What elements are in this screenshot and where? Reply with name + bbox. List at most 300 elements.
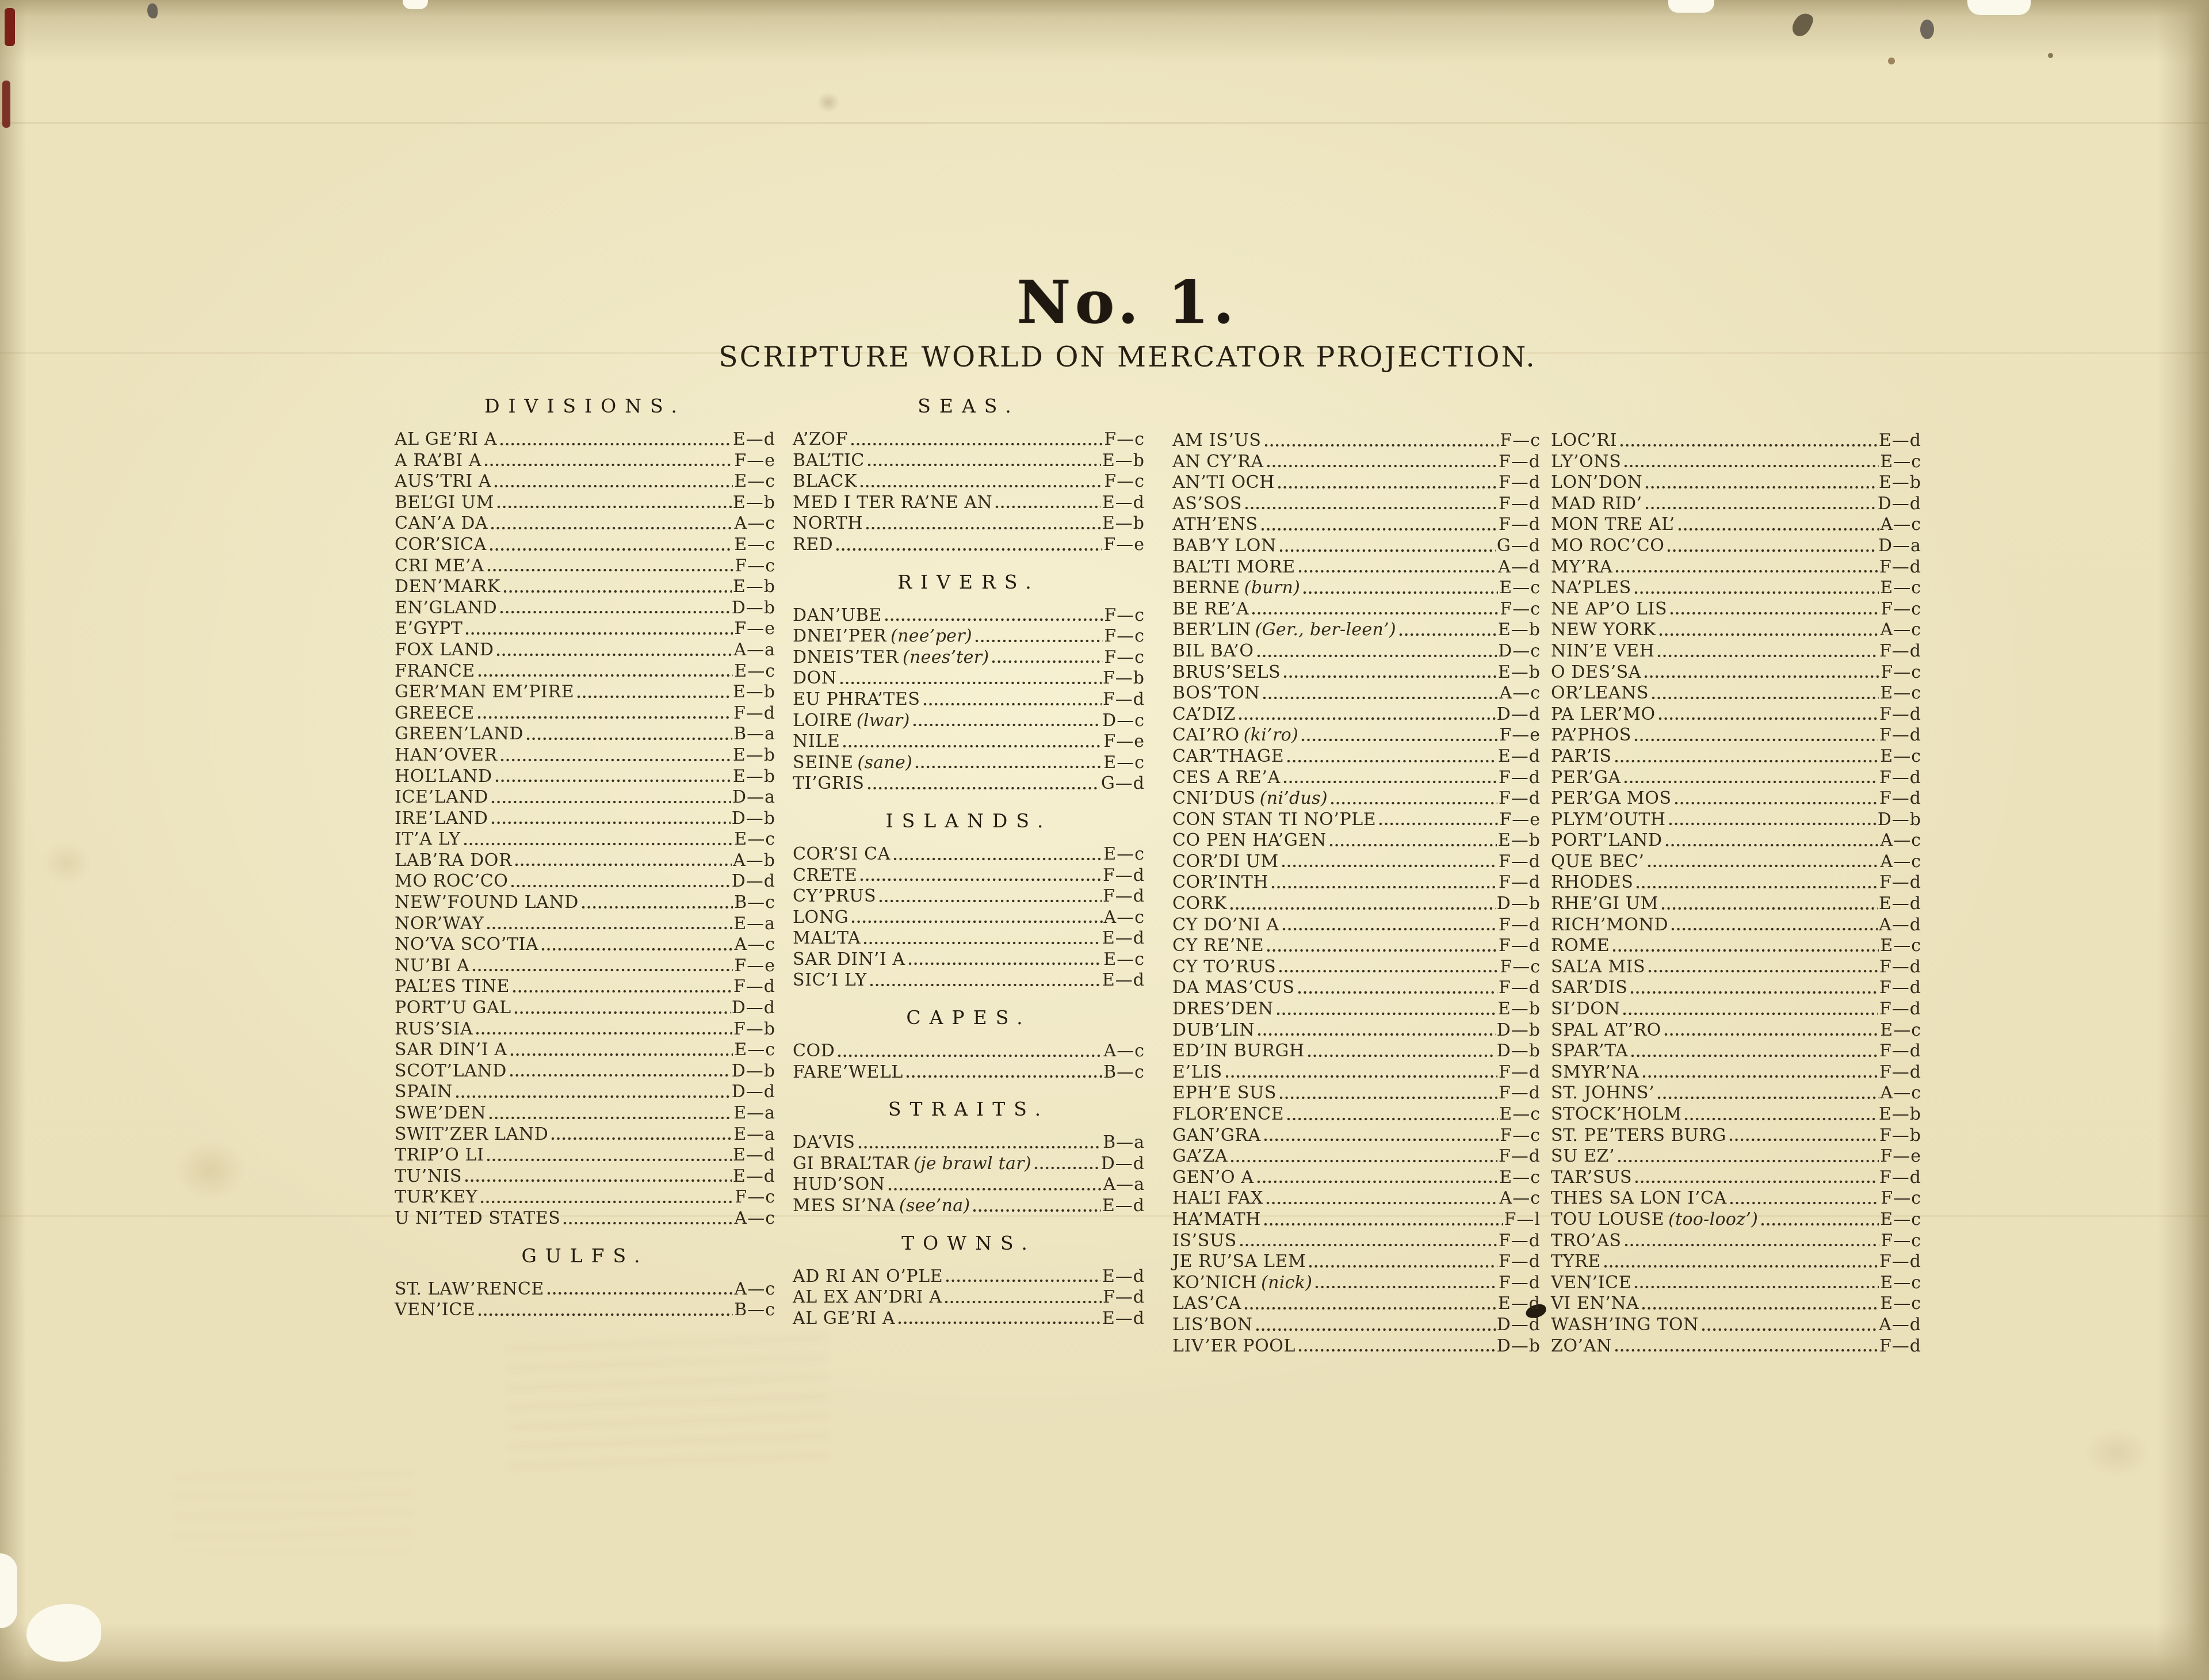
- leader-dots: [923, 702, 1102, 706]
- entry-map-ref: E—b: [1878, 472, 1921, 493]
- leader-dots: [915, 765, 1102, 769]
- entry-name: RICH’MOND: [1551, 914, 1669, 935]
- leader-dots: [472, 968, 733, 972]
- entry-map-ref: F—c: [735, 1187, 775, 1208]
- entry-map-ref: F—c: [1104, 605, 1145, 625]
- entry-map-ref: E—b: [1497, 662, 1541, 682]
- entry-name: PA’PHOS: [1551, 725, 1631, 746]
- entry-name: DNEI’PER: [793, 626, 887, 647]
- index-entry: [1172, 1146, 1541, 1167]
- leader-dots: [912, 723, 1102, 727]
- entry-name: BRUS’SELS: [1172, 662, 1281, 682]
- entry-name: CON STAN TI NO’PLE: [1172, 809, 1377, 830]
- entry-name: NEW YORK: [1551, 620, 1656, 640]
- entry-name: VEN’ICE: [395, 1300, 476, 1320]
- index-entry: [395, 513, 775, 534]
- torn-corner-blob: [26, 1604, 101, 1662]
- entry-map-ref: F—d: [1102, 1287, 1145, 1308]
- index-entry: [395, 1103, 775, 1124]
- entry-map-ref: D—b: [731, 808, 775, 828]
- entry-name: VI EN’NA: [1551, 1293, 1639, 1314]
- paper-stain: [173, 1139, 247, 1202]
- entry-name: NEW’FOUND LAND: [395, 892, 579, 913]
- index-entry: [1551, 1231, 1921, 1252]
- index-entry: [1551, 978, 1921, 999]
- leader-dots: [905, 1075, 1102, 1078]
- entry-name: HAL’I FAX: [1172, 1188, 1264, 1209]
- section-heading: ISLANDS.: [885, 809, 1052, 832]
- entry-name: SAR DIN’I A: [793, 949, 905, 969]
- entry-map-ref: F—c: [1500, 598, 1541, 619]
- leader-dots: [945, 1279, 1101, 1282]
- paper-stain: [2082, 1427, 2151, 1479]
- leader-dots: [477, 674, 733, 677]
- entry-map-ref: A—a: [1103, 1174, 1145, 1195]
- entry-name: PLYM’OUTH: [1551, 809, 1666, 830]
- index-entry: [793, 949, 1145, 971]
- entry-map-ref: E—a: [733, 913, 775, 934]
- leader-dots: [1760, 1223, 1879, 1226]
- index-entry: [1172, 936, 1541, 957]
- leader-dots: [496, 653, 732, 656]
- entry-name: CES A RE’A: [1172, 767, 1281, 788]
- index-entry: [1551, 1167, 1921, 1189]
- leader-dots: [477, 1313, 733, 1316]
- entry-name: NA’PLES: [1551, 578, 1631, 598]
- entry-name: RHE’GI UM: [1551, 894, 1658, 914]
- index-entry: [395, 1124, 775, 1146]
- index-entry: [1551, 1251, 1921, 1273]
- index-entry: [1551, 1041, 1921, 1062]
- entry-name: RED: [793, 534, 834, 555]
- leader-dots: [1701, 1328, 1878, 1331]
- entry-name: NIN’E VEH: [1551, 640, 1655, 661]
- entry-name: SAR DIN’I A: [395, 1040, 507, 1060]
- entry-map-ref: E—b: [1497, 620, 1541, 640]
- leader-dots: [1263, 1223, 1503, 1226]
- brown-dot: [2048, 53, 2053, 58]
- index-entry: [395, 808, 775, 830]
- index-entry: [793, 1196, 1145, 1217]
- index-entry: [1172, 1104, 1541, 1125]
- leader-dots: [465, 632, 733, 635]
- entry-map-ref: D—b: [731, 1060, 775, 1081]
- index-entry: [1172, 641, 1541, 662]
- entry-map-ref: E—d: [732, 1145, 775, 1166]
- leader-dots: [858, 1146, 1102, 1149]
- leader-dots: [491, 800, 731, 804]
- bleed-through-ghost: [172, 1471, 415, 1555]
- entry-map-ref: D—b: [1877, 809, 1921, 830]
- index-entry: [1551, 915, 1921, 936]
- entry-map-ref: F—e: [1499, 809, 1541, 830]
- leader-dots: [1729, 1138, 1878, 1141]
- entry-map-ref: F—e: [1103, 731, 1145, 752]
- index-entry: [395, 1019, 775, 1040]
- section-heading: CAPES.: [906, 1006, 1031, 1029]
- entry-map-ref: F—d: [1498, 872, 1541, 893]
- entry-map-ref: E—c: [1103, 949, 1145, 969]
- entry-name: TUR’KEY: [395, 1187, 478, 1208]
- index-entry: [1172, 872, 1541, 894]
- leader-dots: [495, 779, 732, 782]
- leader-dots: [1277, 486, 1497, 489]
- index-entry: [1551, 1125, 1921, 1147]
- entry-map-ref: G—d: [1496, 535, 1541, 556]
- index-entry: [793, 865, 1145, 887]
- entry-name: BE RE’A: [1172, 598, 1249, 619]
- entry-map-ref: F—d: [1102, 886, 1145, 907]
- entry-name: BER’LIN: [1172, 620, 1251, 640]
- index-entry: [1172, 1125, 1541, 1147]
- leader-dots: [1641, 1307, 1879, 1310]
- section-heading: GULFS.: [521, 1244, 649, 1267]
- entry-name: TRIP’O LI: [395, 1145, 484, 1166]
- entry-map-ref: A—b: [733, 850, 775, 870]
- index-entry: [1172, 1041, 1541, 1062]
- index-entry: [793, 626, 1145, 647]
- entry-map-ref: E—c: [1880, 1209, 1921, 1230]
- entry-name: A RA’BI A: [395, 450, 482, 471]
- entry-map-ref: F—c: [1104, 626, 1145, 647]
- index-entry: [395, 829, 775, 850]
- section-heading: DIVISIONS.: [484, 395, 686, 417]
- entry-pronunciation: (burn): [1244, 578, 1301, 598]
- entry-map-ref: E—d: [732, 1166, 775, 1186]
- index-entry: [395, 787, 775, 808]
- leader-dots: [1623, 464, 1879, 468]
- entry-name: E’GYPT: [395, 618, 463, 639]
- entry-map-ref: F—d: [1498, 1272, 1541, 1293]
- entry-pronunciation: (lwar): [856, 710, 910, 731]
- entry-name: BLACK: [793, 471, 857, 492]
- entry-name: LY’ONS: [1551, 451, 1622, 472]
- entry-name: BAL’TI MORE: [1172, 556, 1295, 577]
- entry-name: ST. PE’TERS BURG: [1551, 1125, 1726, 1146]
- index-entry: [1551, 1293, 1921, 1315]
- leader-dots: [1674, 801, 1878, 805]
- entry-name: ICE’LAND: [395, 787, 488, 808]
- entry-map-ref: E—c: [1880, 1020, 1921, 1040]
- entry-map-ref: F—d: [1498, 914, 1541, 935]
- index-entry: [1551, 894, 1921, 915]
- index-entry: [1172, 830, 1541, 852]
- entry-name: AM IS’US: [1172, 430, 1262, 450]
- entry-name: NO’VA SCO’TIA: [395, 934, 539, 955]
- entry-name: SWIT’ZER LAND: [395, 1124, 549, 1144]
- entry-map-ref: F—b: [733, 1018, 775, 1039]
- leader-dots: [1278, 969, 1499, 973]
- entry-name: DEN’MARK: [395, 576, 500, 597]
- index-entry: [1172, 1273, 1541, 1294]
- index-entry: [1172, 683, 1541, 704]
- index-entry: [395, 450, 775, 472]
- leader-dots: [1329, 843, 1497, 847]
- leader-dots: [514, 863, 732, 866]
- entry-map-ref: E—c: [1103, 752, 1145, 773]
- entry-map-ref: D—b: [1496, 1020, 1541, 1040]
- entry-name: ST. LAW’RENCE: [395, 1278, 544, 1299]
- entry-map-ref: G—d: [1100, 773, 1145, 794]
- leader-dots: [1617, 1159, 1879, 1163]
- entry-map-ref: F—d: [1498, 514, 1541, 535]
- leader-dots: [1624, 1243, 1880, 1247]
- index-entry: [793, 1154, 1145, 1175]
- index-entry: [1172, 599, 1541, 620]
- index-entry: [1172, 704, 1541, 726]
- index-column-2: [793, 395, 1145, 1329]
- entry-name: BAB’Y LON: [1172, 535, 1277, 556]
- entry-map-ref: A—c: [734, 934, 775, 955]
- entry-name: HOL’LAND: [395, 766, 492, 786]
- leader-dots: [510, 1053, 733, 1056]
- entry-name: LON’DON: [1551, 472, 1643, 493]
- leader-dots: [512, 990, 732, 993]
- entry-map-ref: D—d: [1496, 704, 1541, 724]
- index-entry: [1551, 1273, 1921, 1294]
- leader-dots: [1615, 570, 1878, 573]
- index-entry: [1551, 662, 1921, 684]
- entry-map-ref: D—d: [731, 1082, 775, 1102]
- index-entry: [395, 956, 775, 977]
- leader-dots: [867, 786, 1100, 790]
- index-entry: [1551, 768, 1921, 789]
- entry-map-ref: E—c: [1880, 578, 1921, 598]
- index-entry: [395, 618, 775, 640]
- index-entry: [1172, 514, 1541, 536]
- index-entry: [793, 534, 1145, 556]
- leader-dots: [1684, 1117, 1877, 1121]
- entry-map-ref: F—d: [1498, 472, 1541, 493]
- leader-dots: [1276, 1012, 1497, 1015]
- entry-name: FOX LAND: [395, 639, 494, 660]
- leader-dots: [850, 442, 1103, 446]
- index-entry: [1172, 578, 1541, 599]
- entry-map-ref: F—e: [734, 450, 775, 471]
- index-entry: [1172, 1083, 1541, 1104]
- entry-map-ref: A—d: [1498, 556, 1541, 577]
- entry-name: EU PHRA’TES: [793, 689, 920, 709]
- index-entry: [793, 1041, 1145, 1062]
- entry-map-ref: F—c: [1104, 647, 1145, 667]
- torn-edge-notch: [1967, 0, 2031, 15]
- leader-dots: [1668, 822, 1876, 826]
- index-entry: [1551, 957, 1921, 978]
- entry-map-ref: E—d: [1102, 1308, 1145, 1328]
- entry-map-ref: E—b: [1497, 999, 1541, 1020]
- entry-pronunciation: (see’na): [899, 1196, 970, 1216]
- index-entry: [1172, 746, 1541, 768]
- entry-map-ref: E—c: [1880, 1293, 1921, 1314]
- index-entry: [1172, 788, 1541, 810]
- leader-dots: [1647, 864, 1879, 868]
- entry-name: COR’SI CA: [793, 843, 891, 864]
- entry-name: COD: [793, 1041, 835, 1062]
- leader-dots: [974, 639, 1103, 643]
- entry-name: PORT’U GAL: [395, 998, 511, 1018]
- leader-dots: [1298, 570, 1497, 573]
- index-entry: [1551, 1336, 1921, 1357]
- leader-dots: [897, 1321, 1101, 1324]
- entry-name: HAN’OVER: [395, 744, 498, 765]
- index-entry: [1551, 999, 1921, 1020]
- index-entry: [395, 661, 775, 682]
- entry-name: AUS’TRI A: [395, 471, 492, 492]
- entry-name: NU’BI A: [395, 955, 470, 976]
- index-entry: [1172, 768, 1541, 789]
- entry-name: MAD RID’: [1551, 493, 1642, 514]
- entry-map-ref: F—d: [1879, 1251, 1921, 1272]
- entry-name: BIL BA’O: [1172, 640, 1254, 661]
- entry-map-ref: F—e: [1499, 725, 1541, 746]
- section-heading: RIVERS.: [897, 570, 1040, 593]
- leader-dots: [1286, 759, 1497, 763]
- index-entry: [1172, 978, 1541, 999]
- leader-dots: [1648, 969, 1878, 973]
- entry-name: GI BRAL’TAR: [793, 1153, 910, 1174]
- entry-map-ref: D—b: [1496, 1041, 1541, 1062]
- leader-dots: [995, 505, 1100, 509]
- leader-dots: [1281, 864, 1497, 868]
- leader-dots: [1283, 675, 1497, 678]
- index-entry: [1551, 1209, 1921, 1231]
- index-entry: [1551, 1315, 1921, 1336]
- index-entry: [1172, 1188, 1541, 1209]
- entry-name: GREEN’LAND: [395, 724, 524, 744]
- index-entry: [1551, 641, 1921, 662]
- entry-map-ref: F—b: [1879, 1125, 1921, 1146]
- leader-dots: [487, 568, 734, 572]
- index-entry: [395, 682, 775, 703]
- leader-dots: [1262, 696, 1498, 700]
- entry-name: TU’NIS: [395, 1166, 463, 1186]
- entry-name: IS’SUS: [1172, 1230, 1237, 1251]
- entry-map-ref: E—c: [1880, 1272, 1921, 1293]
- leader-dots: [908, 962, 1103, 965]
- scan-edge-top: [0, 0, 2209, 63]
- leader-dots: [514, 1011, 731, 1014]
- entry-name: OR’LEANS: [1551, 683, 1649, 704]
- leader-dots: [1256, 1180, 1499, 1183]
- leader-dots: [1634, 591, 1879, 594]
- entry-name: MED I TER RA’NE AN: [793, 492, 993, 513]
- entry-map-ref: E—c: [1880, 746, 1921, 766]
- entry-map-ref: E—b: [1497, 830, 1541, 851]
- entry-name: NILE: [793, 731, 840, 752]
- index-entry: [1551, 830, 1921, 852]
- entry-name: CAR’THAGE: [1172, 746, 1285, 766]
- plate-number-title: No. 1.: [1016, 268, 1239, 337]
- index-entry: [1551, 872, 1921, 894]
- leader-dots: [1260, 528, 1497, 531]
- index-entry: [1551, 430, 1921, 452]
- index-entry: [793, 731, 1145, 753]
- leader-dots: [1658, 633, 1879, 636]
- torn-edge-notch: [0, 1553, 17, 1628]
- paper-stain: [40, 840, 92, 886]
- entry-name: PAR’IS: [1551, 746, 1612, 766]
- leader-dots: [475, 1032, 732, 1035]
- leader-dots: [463, 842, 733, 846]
- index-entry: [793, 773, 1145, 795]
- entry-map-ref: F—d: [1879, 640, 1921, 661]
- entry-name: CORK: [1172, 894, 1227, 914]
- leader-dots: [1614, 1349, 1878, 1352]
- entry-name: NORTH: [793, 513, 863, 534]
- entry-map-ref: E—d: [1102, 1196, 1145, 1216]
- leader-dots: [581, 906, 733, 909]
- leader-dots: [1279, 549, 1496, 552]
- entry-map-ref: E—b: [1102, 450, 1145, 471]
- entry-map-ref: F—d: [1498, 788, 1541, 809]
- index-entry: [1551, 472, 1921, 494]
- leader-dots: [563, 1221, 733, 1225]
- entry-name: LIV’ER POOL: [1172, 1335, 1295, 1356]
- index-entry: [395, 429, 775, 450]
- entry-map-ref: F—d: [1102, 865, 1145, 885]
- entry-name: ST. JOHNS’: [1551, 1083, 1655, 1104]
- index-entry: [1172, 1231, 1541, 1252]
- entry-name: ROME: [1551, 936, 1610, 956]
- entry-name: CY TO’RUS: [1172, 956, 1277, 977]
- leader-dots: [1651, 696, 1879, 700]
- entry-name: LIS’BON: [1172, 1314, 1253, 1335]
- entry-map-ref: F—d: [1879, 999, 1921, 1020]
- index-entry: [1551, 1020, 1921, 1041]
- entry-name: CY RE’NE: [1172, 936, 1264, 956]
- index-entry: [1172, 957, 1541, 978]
- leader-dots: [488, 1116, 732, 1120]
- index-entry: [395, 914, 775, 935]
- leader-dots: [1255, 1328, 1496, 1331]
- entry-name: QUE BEC’: [1551, 851, 1645, 872]
- leader-dots: [1658, 717, 1878, 720]
- leader-dots: [1729, 1201, 1880, 1205]
- leader-dots: [884, 618, 1103, 621]
- leader-dots: [490, 526, 733, 530]
- entry-map-ref: E—d: [1497, 1293, 1541, 1314]
- index-entry: [793, 1132, 1145, 1154]
- index-entry: [1172, 1020, 1541, 1041]
- leader-dots: [1266, 464, 1497, 468]
- leader-dots: [477, 716, 732, 719]
- entry-name: EN’GLAND: [395, 597, 498, 618]
- entry-name: TI’GRIS: [793, 773, 865, 794]
- entry-name: AN CY’RA: [1172, 451, 1264, 472]
- entry-map-ref: F—d: [733, 976, 775, 997]
- index-entry: [395, 892, 775, 914]
- entry-name: LAS’CA: [1172, 1293, 1241, 1314]
- entry-map-ref: E—a: [733, 1103, 775, 1123]
- leader-dots: [526, 737, 732, 740]
- entry-name: FARE’WELL: [793, 1062, 903, 1082]
- entry-map-ref: E—d: [1878, 430, 1921, 450]
- index-entry: [395, 850, 775, 872]
- entry-name: MAL’TA: [793, 928, 861, 949]
- entry-map-ref: D—d: [1496, 1314, 1541, 1335]
- leader-dots: [1263, 1138, 1499, 1141]
- index-entry: [395, 1082, 775, 1103]
- index-entry: [395, 724, 775, 745]
- entry-map-ref: D—b: [731, 597, 775, 618]
- index-entry: [1172, 894, 1541, 915]
- leader-dots: [859, 878, 1102, 881]
- index-entry: [793, 429, 1145, 450]
- entry-map-ref: E—b: [1878, 1104, 1921, 1124]
- leader-dots: [1665, 843, 1879, 847]
- index-entry: [793, 450, 1145, 472]
- index-entry: [395, 534, 775, 556]
